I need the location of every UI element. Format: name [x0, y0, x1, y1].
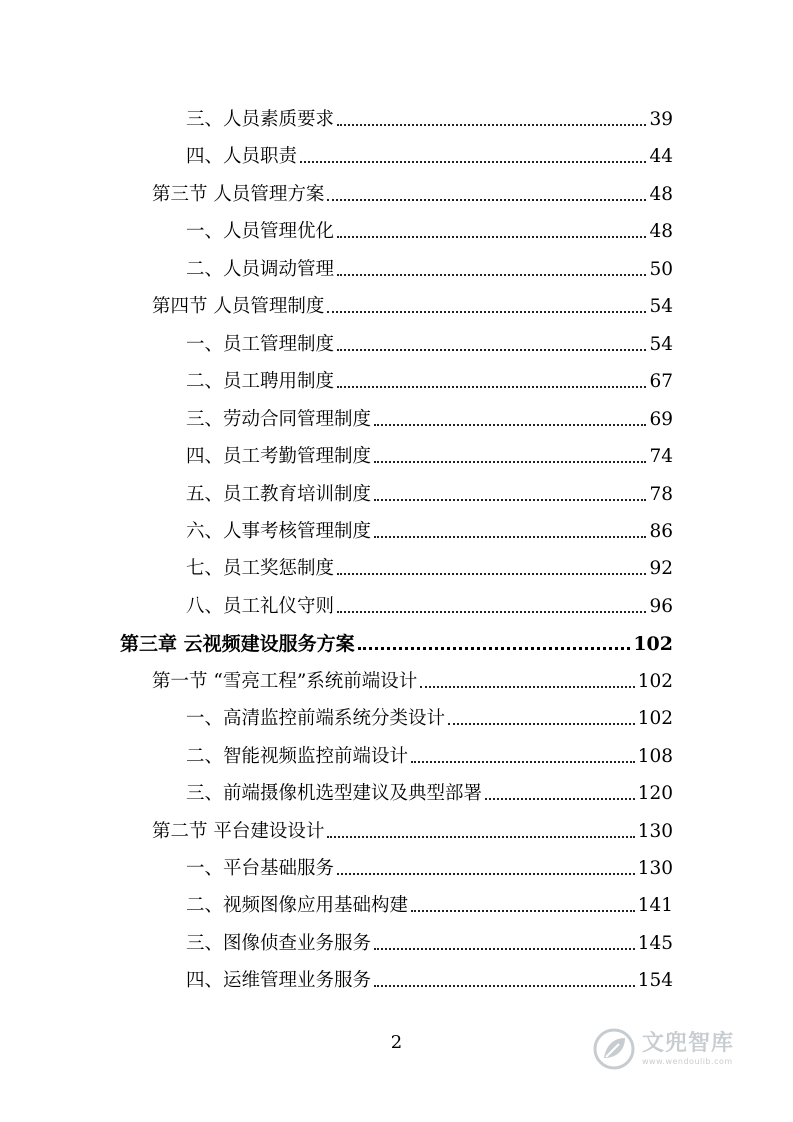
toc-entry-page: 48 [649, 221, 673, 243]
toc-entry[interactable] [152, 294, 673, 320]
toc-entry-title: 四、运维管理业务服务 [186, 970, 372, 992]
toc-entry[interactable] [186, 594, 673, 620]
toc-entry[interactable] [186, 968, 673, 994]
toc-entry-title: 第一节 “雪亮工程”系统前端设计 [152, 670, 418, 692]
toc-entry-title: 第二节 平台建设设计 [152, 820, 325, 842]
toc-entry-title: 一、人员管理优化 [186, 221, 335, 243]
toc-entry-page: 48 [649, 183, 673, 205]
toc-entry[interactable] [186, 519, 673, 545]
toc-dot-leader [337, 386, 646, 388]
toc-dot-leader [374, 461, 646, 463]
toc-entry-title: 二、智能视频监控前端设计 [186, 745, 409, 767]
toc-entry[interactable] [186, 893, 673, 919]
toc-dot-leader [448, 723, 635, 725]
toc-entry-title: 六、人事考核管理制度 [186, 520, 372, 542]
toc-dot-leader [485, 798, 635, 800]
toc-entry-page: 96 [649, 595, 673, 617]
toc-entry-title: 一、高清监控前端系统分类设计 [186, 708, 446, 730]
toc-entry[interactable] [152, 182, 673, 208]
toc-entry-page: 141 [637, 895, 673, 917]
toc-entry[interactable] [186, 931, 673, 957]
toc-entry[interactable] [186, 369, 673, 395]
toc-entry-page: 44 [649, 146, 673, 168]
toc-dot-leader [358, 647, 631, 650]
toc-entry[interactable] [186, 706, 673, 732]
toc-entry[interactable] [120, 631, 673, 657]
toc-entry-page: 154 [637, 970, 673, 992]
toc-dot-leader [300, 161, 646, 163]
toc-entry-title: 一、平台基础服务 [186, 858, 335, 879]
toc-entry-page: 102 [633, 633, 673, 656]
toc-entry[interactable] [186, 144, 673, 170]
toc-entry-title: 三、图像侦查业务服务 [186, 932, 372, 954]
toc-dot-leader [374, 985, 635, 987]
toc-dot-leader [337, 349, 646, 351]
toc-entry-page: 50 [649, 258, 673, 280]
toc-entry-page: 130 [637, 820, 673, 842]
toc-entry-page: 69 [649, 408, 673, 430]
toc-entry-title: 五、员工教育培训制度 [186, 483, 372, 505]
toc-dot-leader [337, 573, 646, 575]
toc-entry-page: 74 [649, 446, 673, 468]
toc-entry-title: 八、员工礼仪守则 [186, 595, 335, 617]
toc-entry-title: 第四节 人员管理制度 [152, 296, 325, 318]
toc-dot-leader [337, 611, 646, 613]
toc-entry-title: 二、员工聘用制度 [186, 371, 335, 393]
toc-entry-page: 86 [649, 520, 673, 542]
toc-entry[interactable] [186, 856, 673, 882]
toc-dot-leader [327, 199, 646, 201]
toc-entry-title: 二、视频图像应用基础构建 [186, 895, 409, 917]
toc-dot-leader [374, 948, 635, 950]
toc-entry-title: 三、人员素质要求 [186, 109, 335, 130]
toc-dot-leader [374, 424, 646, 426]
page-number: 2 [390, 1032, 403, 1053]
toc-entry[interactable] [186, 219, 673, 245]
toc-entry[interactable] [186, 781, 673, 807]
toc-entry-title: 三、劳动合同管理制度 [186, 408, 372, 430]
toc-entry[interactable] [186, 257, 673, 283]
toc-entry-page: 54 [649, 333, 673, 355]
toc-entry-page: 67 [649, 371, 673, 393]
toc-dot-leader [337, 236, 646, 238]
toc-dot-leader [327, 836, 634, 838]
watermark-text [642, 1030, 735, 1066]
toc-entry[interactable] [186, 556, 673, 582]
toc-dot-leader [337, 873, 635, 875]
toc-entry[interactable] [186, 332, 673, 358]
toc-entry-title: 一、员工管理制度 [186, 333, 335, 355]
toc-entry[interactable] [152, 819, 673, 845]
toc-entry[interactable] [186, 482, 673, 508]
toc-entry-title: 二、人员调动管理 [186, 258, 335, 280]
toc-entry-page: 102 [637, 708, 673, 730]
toc-entry-page: 39 [649, 109, 673, 130]
toc-dot-leader [337, 124, 646, 126]
toc-entry-page: 108 [637, 745, 673, 767]
toc-entry-title: 第三节 人员管理方案 [152, 183, 325, 205]
toc-entry-page: 54 [649, 296, 673, 318]
toc-dot-leader [374, 536, 646, 538]
toc-entry-page: 120 [637, 783, 673, 805]
toc-entry-page: 92 [649, 558, 673, 580]
toc-entry[interactable] [186, 744, 673, 770]
toc-dot-leader [411, 761, 635, 763]
watermark-url: www.wendoulib.com [642, 1056, 733, 1066]
watermark-logo [592, 1024, 767, 1074]
toc-entry[interactable] [186, 407, 673, 433]
toc-entry[interactable] [186, 444, 673, 470]
toc-entry[interactable] [152, 669, 673, 695]
toc-entry-title: 四、员工考勤管理制度 [186, 446, 372, 468]
watermark-leaf-icon [592, 1027, 636, 1071]
toc-entry-title: 第三章 云视频建设服务方案 [120, 633, 355, 656]
toc-entry-page: 78 [649, 483, 673, 505]
toc-dot-leader [420, 686, 634, 688]
toc-entry-title: 四、人员职责 [186, 146, 298, 168]
toc-dot-leader [327, 311, 646, 313]
toc-entry-page: 145 [637, 932, 673, 954]
toc-dot-leader [337, 274, 646, 276]
toc-entry-page: 130 [637, 858, 673, 879]
toc-entry[interactable] [186, 107, 673, 133]
watermark-name: 文兜智库 [642, 1030, 735, 1056]
toc-dot-leader [411, 910, 635, 912]
toc-dot-leader [374, 499, 646, 501]
toc-entry-page: 102 [637, 670, 673, 692]
toc-entry-title: 七、员工奖惩制度 [186, 558, 335, 580]
toc-entry-title: 三、前端摄像机选型建议及典型部署 [186, 783, 483, 805]
